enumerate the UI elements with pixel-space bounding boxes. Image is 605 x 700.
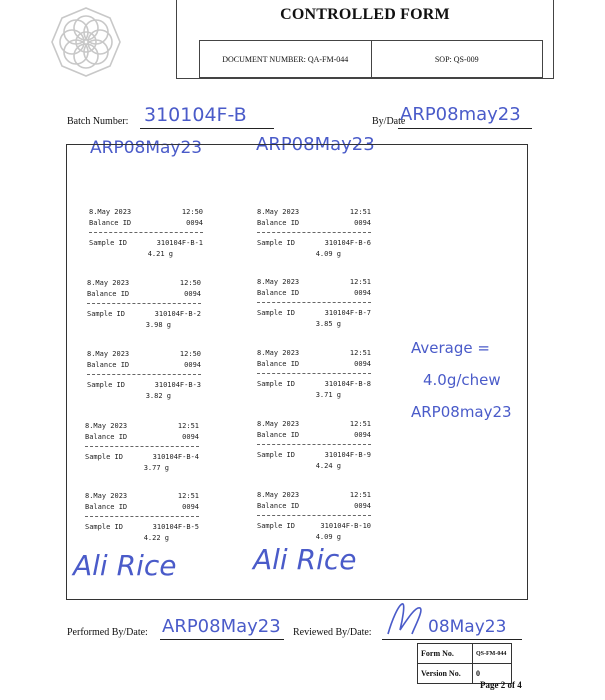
receipt-date: 8.May 2023 bbox=[85, 492, 128, 500]
receipt-date: 8.May 2023 bbox=[257, 349, 300, 357]
performed-by-value: ARP08May23 bbox=[162, 616, 281, 637]
balance-id-label: Balance ID bbox=[257, 219, 300, 227]
performed-by-line bbox=[160, 639, 284, 640]
receipt-time: 12:50 bbox=[179, 350, 201, 358]
balance-id: 0094 bbox=[354, 289, 371, 297]
form-header bbox=[176, 0, 554, 79]
sample-id: 310104F-B-5 bbox=[152, 523, 199, 531]
sample-id: 310104F-B-4 bbox=[152, 453, 199, 461]
balance-id: 0094 bbox=[354, 360, 371, 368]
balance-id-label: Balance ID bbox=[87, 290, 130, 298]
balance-id-label: Balance ID bbox=[257, 360, 300, 368]
balance-id-label: Balance ID bbox=[89, 219, 132, 227]
balance-id-label: Balance ID bbox=[87, 361, 130, 369]
balance-id-label: Balance ID bbox=[85, 433, 128, 441]
receipt-time: 12:50 bbox=[179, 279, 201, 287]
receipt-date: 8.May 2023 bbox=[257, 491, 300, 499]
receipt-divider bbox=[257, 515, 371, 516]
balance-receipt bbox=[257, 348, 371, 401]
receipt-divider bbox=[257, 232, 371, 233]
sample-id-label: Sample ID bbox=[257, 380, 295, 388]
sample-weight: 3.85 g bbox=[315, 320, 341, 328]
receipt-divider bbox=[257, 444, 371, 445]
balance-id-label: Balance ID bbox=[257, 431, 300, 439]
reviewed-by-label: Reviewed By/Date: bbox=[293, 627, 372, 638]
sop-number: SOP: QS-009 bbox=[371, 41, 543, 77]
sample-id: 310104F-B-2 bbox=[154, 310, 201, 318]
receipt-time: 12:51 bbox=[349, 420, 371, 428]
form-title: CONTROLLED FORM bbox=[280, 6, 450, 23]
page-number: Page 2 of 4 bbox=[480, 680, 522, 690]
sample-weight: 3.71 g bbox=[315, 391, 341, 399]
balance-receipt bbox=[85, 491, 199, 544]
receipt-time: 12:51 bbox=[349, 278, 371, 286]
balance-receipt bbox=[257, 419, 371, 472]
receipt-time: 12:50 bbox=[181, 208, 203, 216]
sample-id-label: Sample ID bbox=[87, 310, 125, 318]
batch-number-label: Batch Number: bbox=[67, 116, 129, 127]
company-logo bbox=[50, 6, 122, 78]
balance-receipt bbox=[257, 277, 371, 330]
receipt-time: 12:51 bbox=[177, 492, 199, 500]
sample-id: 310104F-B-1 bbox=[156, 239, 203, 247]
form-no-value: QS-FM-044 bbox=[473, 644, 512, 664]
balance-id: 0094 bbox=[354, 219, 371, 227]
sample-weight: 4.09 g bbox=[315, 250, 341, 258]
sample-id-label: Sample ID bbox=[257, 451, 295, 459]
receipt-date: 8.May 2023 bbox=[257, 208, 300, 216]
balance-id: 0094 bbox=[184, 361, 201, 369]
balance-id: 0094 bbox=[182, 503, 199, 511]
balance-id-label: Balance ID bbox=[257, 289, 300, 297]
average-note-line2: 4.0g/chew bbox=[423, 371, 501, 389]
receipt-date: 8.May 2023 bbox=[257, 420, 300, 428]
balance-id-label: Balance ID bbox=[257, 502, 300, 510]
receipt-time: 12:51 bbox=[349, 208, 371, 216]
sample-id-label: Sample ID bbox=[257, 522, 295, 530]
sample-weight: 3.77 g bbox=[143, 464, 169, 472]
average-note-line3: ARP08may23 bbox=[411, 403, 512, 421]
balance-printouts-frame bbox=[66, 144, 528, 600]
header-info-row bbox=[199, 40, 543, 78]
sample-id: 310104F-B-6 bbox=[324, 239, 371, 247]
sample-id: 310104F-B-8 bbox=[324, 380, 371, 388]
sample-weight: 4.21 g bbox=[147, 250, 173, 258]
sample-id-label: Sample ID bbox=[257, 309, 295, 317]
average-note-line1: Average = bbox=[411, 339, 490, 357]
receipt-divider bbox=[89, 232, 203, 233]
receipt-divider bbox=[257, 302, 371, 303]
by-date-label: By/Date bbox=[372, 116, 406, 127]
receipt-divider bbox=[87, 374, 201, 375]
receipt-date: 8.May 2023 bbox=[89, 208, 132, 216]
receipt-divider bbox=[87, 303, 201, 304]
signature-left: Ali Rice bbox=[73, 549, 177, 582]
by-date-value: ARP08may23 bbox=[400, 104, 521, 125]
balance-id: 0094 bbox=[182, 433, 199, 441]
form-no-label: Form No. bbox=[418, 644, 473, 664]
balance-receipt bbox=[257, 490, 371, 543]
sample-id-label: Sample ID bbox=[85, 523, 123, 531]
by-date-line bbox=[398, 128, 532, 129]
receipt-date: 8.May 2023 bbox=[87, 279, 130, 287]
sample-weight: 4.09 g bbox=[315, 533, 341, 541]
form-info-table bbox=[417, 643, 512, 684]
reviewed-by-value: 08May23 bbox=[428, 617, 507, 637]
balance-id: 0094 bbox=[354, 431, 371, 439]
version-no-value: 0 bbox=[473, 664, 512, 684]
sample-id-label: Sample ID bbox=[87, 381, 125, 389]
sample-id: 310104F-B-7 bbox=[324, 309, 371, 317]
receipt-divider bbox=[85, 516, 199, 517]
sample-id: 310104F-B-9 bbox=[324, 451, 371, 459]
sample-weight: 4.22 g bbox=[143, 534, 169, 542]
sample-id: 310104F-B-3 bbox=[154, 381, 201, 389]
batch-initials: ARP08May23 bbox=[90, 138, 203, 158]
performed-by-label: Performed By/Date: bbox=[67, 627, 148, 638]
reviewer-initials-mark bbox=[384, 600, 426, 640]
sample-weight: 3.98 g bbox=[145, 321, 171, 329]
balance-receipt bbox=[89, 207, 203, 260]
sample-id-label: Sample ID bbox=[85, 453, 123, 461]
balance-id: 0094 bbox=[186, 219, 203, 227]
document-number: DOCUMENT NUMBER: QA-FM-044 bbox=[222, 54, 349, 64]
sample-weight: 3.82 g bbox=[145, 392, 171, 400]
version-no-label: Version No. bbox=[418, 664, 473, 684]
receipt-divider bbox=[85, 446, 199, 447]
receipt-date: 8.May 2023 bbox=[87, 350, 130, 358]
receipt-divider bbox=[257, 373, 371, 374]
receipt-time: 12:51 bbox=[349, 349, 371, 357]
receipt-date: 8.May 2023 bbox=[257, 278, 300, 286]
receipt-date: 8.May 2023 bbox=[85, 422, 128, 430]
sample-id-label: Sample ID bbox=[257, 239, 295, 247]
sample-id-label: Sample ID bbox=[89, 239, 127, 247]
receipt-time: 12:51 bbox=[177, 422, 199, 430]
balance-id-label: Balance ID bbox=[85, 503, 128, 511]
batch-number-line bbox=[140, 128, 274, 129]
by-date-initials: ARP08May23 bbox=[256, 134, 375, 155]
balance-id: 0094 bbox=[354, 502, 371, 510]
balance-receipt bbox=[87, 278, 201, 331]
balance-receipt bbox=[85, 421, 199, 474]
balance-id: 0094 bbox=[184, 290, 201, 298]
balance-receipt bbox=[257, 207, 371, 260]
sample-id: 310104F-B-10 bbox=[320, 522, 371, 530]
receipt-time: 12:51 bbox=[349, 491, 371, 499]
balance-receipt bbox=[87, 349, 201, 402]
batch-number-value: 310104F-B bbox=[144, 104, 247, 126]
sample-weight: 4.24 g bbox=[315, 462, 341, 470]
signature-right: Ali Rice bbox=[253, 543, 357, 576]
